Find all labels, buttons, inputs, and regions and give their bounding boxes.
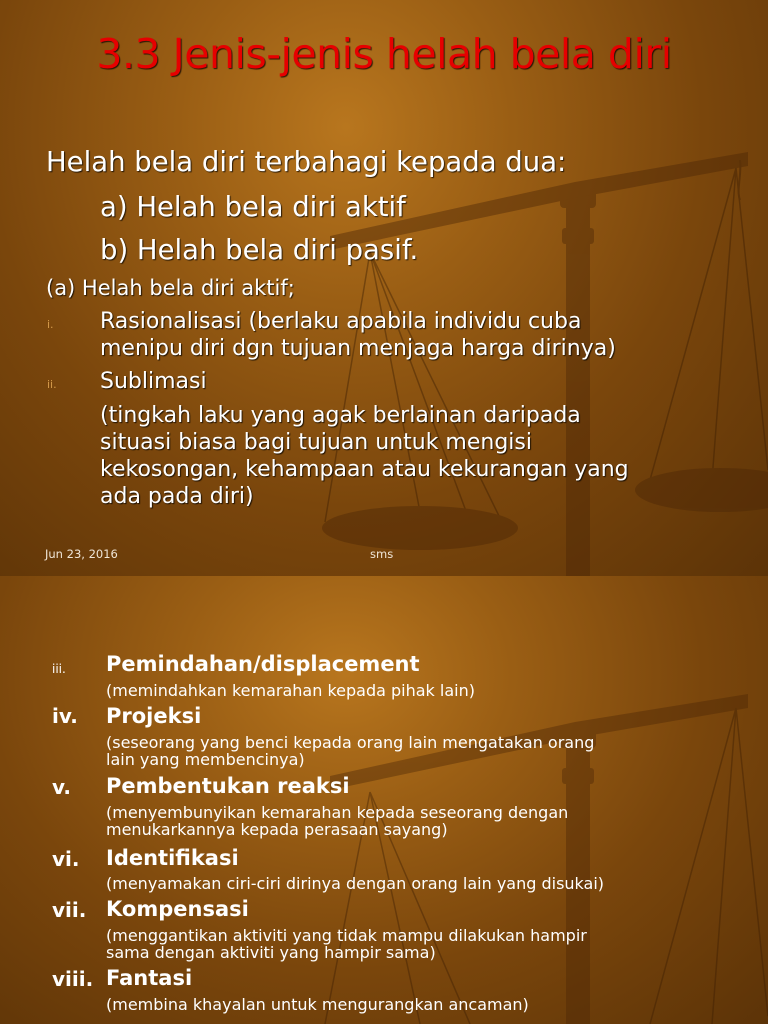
list-item-title: Pembentukan reaksi	[106, 774, 350, 798]
list-number: iv.	[52, 704, 78, 728]
list-item-description: (memindahkan kemarahan kepada pihak lain)	[106, 681, 475, 700]
description-line: situasi biasa bagi tujuan untuk mengisi	[100, 430, 532, 455]
type-b-text: b) Helah bela diri pasif.	[100, 234, 419, 266]
list-item-title: Projeksi	[106, 704, 202, 728]
description-line: ada pada diri)	[100, 484, 254, 509]
list-item-description: sama dengan aktiviti yang hampir sama)	[106, 943, 436, 962]
type-a-text: a) Helah bela diri aktif	[100, 191, 406, 223]
list-item-title: Identifikasi	[106, 846, 239, 870]
intro-text: Helah bela diri terbahagi kepada dua:	[46, 146, 567, 178]
footer-author: sms	[370, 547, 394, 561]
list-item-title: Fantasi	[106, 966, 193, 990]
slide-title: 3.3 Jenis-jenis helah bela diri	[96, 30, 672, 78]
list-number: ii.	[47, 378, 57, 391]
list-number: v.	[52, 775, 72, 799]
description-line: kekosongan, kehampaan atau kekurangan yang	[100, 457, 629, 482]
list-item-line: Rasionalisasi (berlaku apabila individu cuba	[100, 309, 582, 334]
list-number: iii.	[52, 662, 66, 676]
slide-2	[0, 576, 768, 1024]
list-item-line: menipu diri dgn tujuan menjaga harga dirinya)	[100, 336, 616, 361]
list-item-title: Kompensasi	[106, 897, 249, 921]
description-line: (tingkah laku yang agak berlainan daripada	[100, 403, 581, 428]
list-number: viii.	[52, 967, 94, 991]
list-item-description: lain yang membencinya)	[106, 750, 305, 769]
list-item-description: (menyamakan ciri-ciri dirinya dengan orang lain yang disukai)	[106, 874, 605, 893]
list-item-line: Sublimasi	[100, 369, 207, 394]
footer-date: Jun 23, 2016	[45, 547, 118, 561]
list-number: vi.	[52, 847, 80, 871]
list-item-description: (seseorang yang benci kepada orang lain mengatakan orang	[106, 733, 595, 752]
list-item-title: Pemindahan/displacement	[106, 652, 420, 676]
list-item-description: (menyembunyikan kemarahan kepada seseorang dengan	[106, 803, 569, 822]
list-number: i.	[47, 318, 54, 331]
list-item-description: (menggantikan aktiviti yang tidak mampu dilakukan hampir	[106, 926, 587, 945]
list-item-description: (membina khayalan untuk mengurangkan ancaman)	[106, 995, 529, 1014]
list-item-description: menukarkannya kepada perasaan sayang)	[106, 820, 448, 839]
section-heading: (a) Helah bela diri aktif;	[46, 276, 295, 300]
list-number: vii.	[52, 898, 87, 922]
